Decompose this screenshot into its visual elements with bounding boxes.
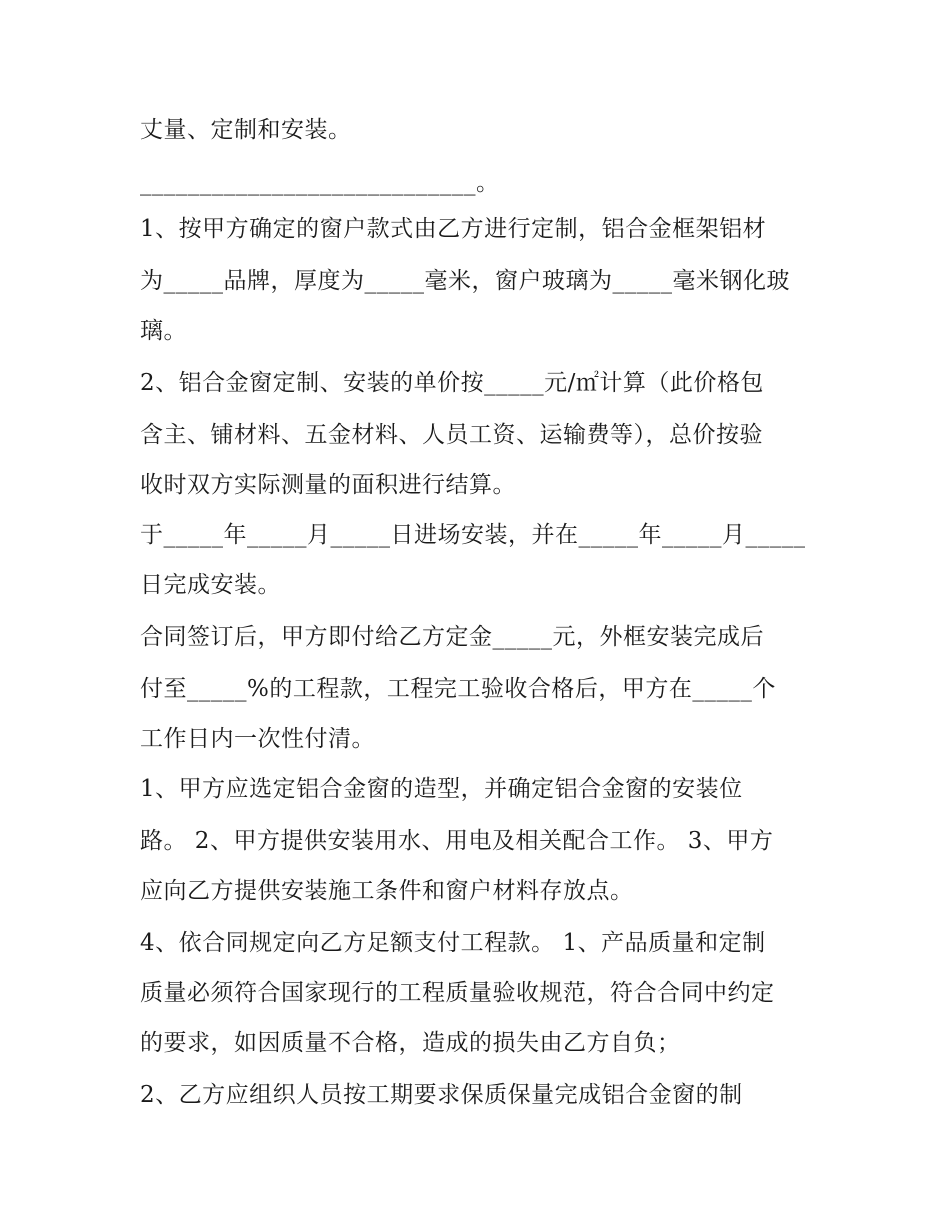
text-line: ____________________________。 [140, 170, 500, 196]
text-line: 日完成安装。 [140, 572, 281, 598]
text-line: 1、按甲方确定的窗户款式由乙方进行定制，铝合金框架铝材 [140, 216, 767, 242]
text-line: 2、乙方应组织人员按工期要求保质保量完成铝合金窗的制 [140, 1082, 743, 1108]
text-line: 2、铝合金窗定制、安装的单价按_____元/㎡计算（此价格包 [140, 370, 764, 396]
text-line: 于_____年_____月_____日进场安装，并在_____年_____月_____ [140, 522, 806, 548]
text-line: 付至_____%的工程款，工程完工验收合格后，甲方在_____个 [140, 676, 776, 702]
text-line: 璃。 [140, 318, 187, 344]
text-line: 为_____品牌，厚度为_____毫米，窗户玻璃为_____毫米钢化玻 [140, 268, 790, 294]
text-line: 工作日内一次性付清。 [140, 726, 375, 752]
text-line: 4、依合同规定向乙方足额支付工程款。 1、产品质量和定制 [140, 930, 766, 956]
text-line: 路。 2、甲方提供安装用水、用电及相关配合工作。 3、甲方 [140, 828, 774, 854]
text-line: 1、甲方应选定铝合金窗的造型，并确定铝合金窗的安装位 [140, 776, 743, 802]
text-line: 的要求，如因质量不合格，造成的损失由乙方自负； [140, 1030, 681, 1056]
text-line: 含主、铺材料、五金材料、人员工资、运输费等），总价按验 [140, 422, 763, 448]
text-line: 合同签订后，甲方即付给乙方定金_____元，外框安装完成后 [140, 624, 764, 650]
text-line: 丈量、定制和安装。 [140, 117, 352, 143]
text-line: 收时双方实际测量的面积进行结算。 [140, 472, 516, 498]
text-line: 应向乙方提供安装施工条件和窗户材料存放点。 [140, 878, 634, 904]
text-line: 质量必须符合国家现行的工程质量验收规范，符合合同中约定 [140, 980, 775, 1006]
